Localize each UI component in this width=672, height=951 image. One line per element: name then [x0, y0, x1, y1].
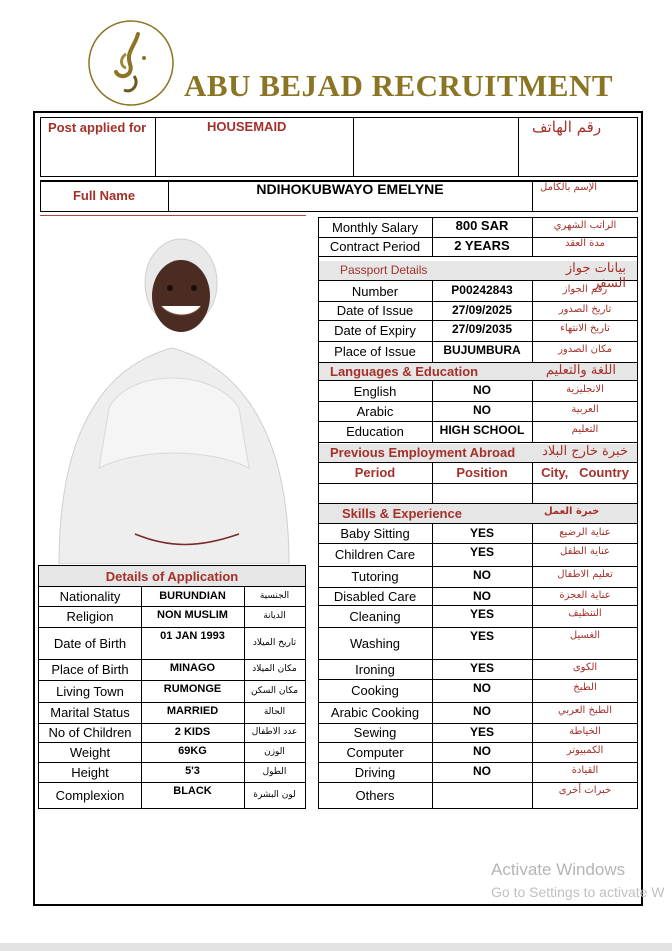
- fullname-value: NDIHOKUBWAYO EMELYNE: [256, 181, 444, 197]
- passport-row-ar: مكان الصدور: [558, 343, 612, 355]
- application-row-label: Complexion: [55, 787, 125, 803]
- skill-row-label: Tutoring: [351, 569, 399, 584]
- skill-row-label: Children Care: [334, 547, 416, 562]
- employment-col-position: Position: [456, 464, 508, 480]
- application-row-value: MARRIED: [166, 705, 219, 717]
- skill-row-ar: خبرات أخرى: [558, 784, 612, 796]
- passport-row-ar: تاريخ الصدور: [558, 303, 612, 315]
- skill-row-label: Cooking: [351, 683, 399, 698]
- language-row-ar: العربية: [571, 403, 599, 415]
- application-row-label: Date of Birth: [53, 635, 127, 651]
- application-row-ar: مكان الميلاد: [252, 664, 297, 674]
- fullname-label-ar: الإسم بالكامل: [540, 182, 598, 193]
- skill-row-value: NO: [473, 763, 491, 778]
- passport-row-label: Date of Issue: [336, 303, 414, 318]
- passport-row-label: Number: [351, 283, 399, 299]
- application-row-value: 2 KIDS: [174, 726, 211, 738]
- skill-row-value: YES: [469, 628, 494, 643]
- application-row-value: MINAGO: [169, 662, 216, 674]
- language-row-value: NO: [473, 382, 491, 397]
- passport-row-ar: رقم الجواز: [562, 283, 608, 295]
- employment-col-country: City, Country: [541, 464, 629, 480]
- language-row-value: HIGH SCHOOL: [439, 422, 525, 437]
- skill-row-label: Computer: [346, 744, 404, 760]
- skill-row-label: Others: [355, 787, 395, 803]
- application-row-value: 01 JAN 1993: [160, 630, 225, 642]
- skill-row-label: Washing: [349, 635, 401, 651]
- skill-row-value: NO: [473, 703, 491, 718]
- skill-row-ar: الكوى: [572, 661, 598, 673]
- application-row-label: Weight: [69, 744, 111, 760]
- application-row-ar: مكان السكن: [250, 685, 299, 696]
- language-row-ar: التعليم: [571, 423, 599, 435]
- application-row-ar: الديانة: [263, 611, 286, 621]
- fullname-label: Full Name: [72, 188, 136, 203]
- skill-row-label: Driving: [354, 764, 396, 780]
- skill-row-value: NO: [473, 743, 491, 758]
- candidate-photo: [39, 218, 305, 564]
- language-row-label: Arabic: [356, 403, 394, 419]
- skill-row-label: Cleaning: [349, 608, 401, 624]
- skill-row-label: Disabled Care: [333, 588, 417, 604]
- skill-row-ar: القيادة: [571, 764, 599, 776]
- passport-row-value: 27/09/2035: [451, 321, 513, 336]
- skill-row-label: Baby Sitting: [340, 526, 410, 541]
- application-row-label: Nationality: [59, 589, 121, 604]
- application-row-ar: الطول: [262, 766, 287, 777]
- application-row-ar: لون البشرة: [253, 789, 296, 800]
- passport-row-value: 27/09/2025: [451, 302, 513, 317]
- skill-row-ar: الطبخ: [573, 681, 597, 693]
- skill-row-value: YES: [469, 660, 494, 675]
- passport-row-ar: تاريخ الانتهاء: [560, 322, 610, 334]
- skill-row-ar: عناية العجزة: [559, 589, 611, 601]
- employment-title: Previous Employment Abroad: [330, 445, 516, 460]
- skills-title: Skills & Experience: [342, 506, 462, 521]
- application-row-ar: الوزن: [264, 746, 285, 757]
- passport-row-value: BUJUMBURA: [443, 342, 521, 357]
- salary-ar: الراتب الشهري: [553, 219, 617, 231]
- application-row-label: Marital Status: [50, 705, 130, 720]
- application-row-ar: عدد الاطفال: [251, 727, 298, 737]
- application-row-label: Living Town: [56, 683, 124, 699]
- skill-row-value: NO: [473, 588, 491, 603]
- row-divider: [318, 442, 638, 443]
- post-value: HOUSEMAID: [207, 119, 287, 134]
- post-label: Post applied for: [48, 120, 147, 135]
- skill-row-label: Ironing: [355, 661, 395, 677]
- period-ar: مدة العقد: [565, 237, 605, 249]
- application-row-value: NON MUSLIM: [157, 609, 228, 621]
- language-row-value: NO: [473, 402, 491, 417]
- application-row-ar: الجنسية: [259, 591, 290, 601]
- taskbar-strip: [0, 943, 672, 951]
- skill-row-value: NO: [473, 680, 491, 695]
- application-row-ar: الحالة: [263, 707, 286, 717]
- application-row-label: Religion: [66, 609, 114, 624]
- application-row-label: No of Children: [48, 725, 132, 740]
- skill-row-value: [432, 782, 532, 799]
- language-row-label: Education: [346, 424, 404, 439]
- skill-row-ar: الكمبيوتر: [566, 744, 604, 756]
- application-row-value: 69KG: [178, 745, 207, 757]
- skill-row-value: YES: [469, 724, 494, 739]
- company-name: ABU BEJAD RECRUITMENT: [184, 68, 614, 103]
- languages-title: Languages & Education: [330, 364, 479, 379]
- application-row-value: BURUNDIAN: [159, 590, 226, 602]
- skill-row-label: Sewing: [353, 725, 397, 740]
- languages-title-ar: اللغة والتعليم: [545, 363, 616, 378]
- skill-row-ar: التنظيف: [568, 607, 602, 619]
- row-divider: [318, 362, 638, 363]
- employment-title-ar: خبرة خارج البلاد: [542, 444, 628, 459]
- salary-label: Monthly Salary: [332, 220, 418, 235]
- language-row-label: English: [353, 383, 397, 399]
- application-row-ar: تاريخ الميلاد: [252, 637, 297, 648]
- row-divider: [318, 808, 638, 809]
- skill-row-value: YES: [469, 544, 494, 559]
- skill-row-ar: عناية الرضيع: [559, 526, 611, 538]
- company-logo: [86, 18, 176, 108]
- skill-row-value: YES: [469, 606, 494, 621]
- skill-row-ar: الغسيل: [569, 629, 601, 641]
- period-value: 2 YEARS: [454, 237, 510, 253]
- skill-row-ar: الخياطة: [569, 725, 601, 737]
- application-title: Details of Application: [105, 568, 239, 584]
- windows-activation-subtitle: Go to Settings to activate W: [491, 884, 665, 900]
- passport-title-ar: بيانات جواز السفر: [565, 261, 626, 291]
- passport-row-label: Date of Expiry: [334, 323, 416, 338]
- skill-row-label: Arabic Cooking: [330, 705, 420, 720]
- row-divider: [38, 808, 306, 809]
- passport-row-label: Place of Issue: [334, 344, 416, 359]
- language-row-ar: الانجليزية: [566, 383, 604, 395]
- salary-value: 800 SAR: [455, 218, 509, 232]
- skill-row-ar: عناية الطفل: [560, 545, 611, 557]
- passport-title: Passport Details: [340, 263, 428, 277]
- employment-col-period: Period: [354, 464, 396, 480]
- application-row-value: RUMONGE: [163, 683, 222, 695]
- application-row-label: Place of Birth: [51, 662, 129, 677]
- skills-title-ar: خبرة العمل: [544, 506, 600, 517]
- passport-row-value: P00242843: [451, 282, 513, 297]
- period-label: Contract Period: [329, 239, 421, 254]
- windows-activation-title: Activate Windows: [491, 860, 626, 879]
- phone-label-ar: رقم الهاتف: [532, 118, 602, 136]
- application-row-value: 5'3: [185, 765, 200, 777]
- skill-row-value: NO: [473, 567, 491, 582]
- application-row-value: BLACK: [173, 785, 212, 797]
- application-row-label: Height: [71, 764, 109, 780]
- skill-row-ar: الطبخ العربي: [558, 704, 612, 716]
- skill-row-ar: تعليم الاطفال: [557, 568, 613, 580]
- skill-row-value: YES: [469, 525, 494, 540]
